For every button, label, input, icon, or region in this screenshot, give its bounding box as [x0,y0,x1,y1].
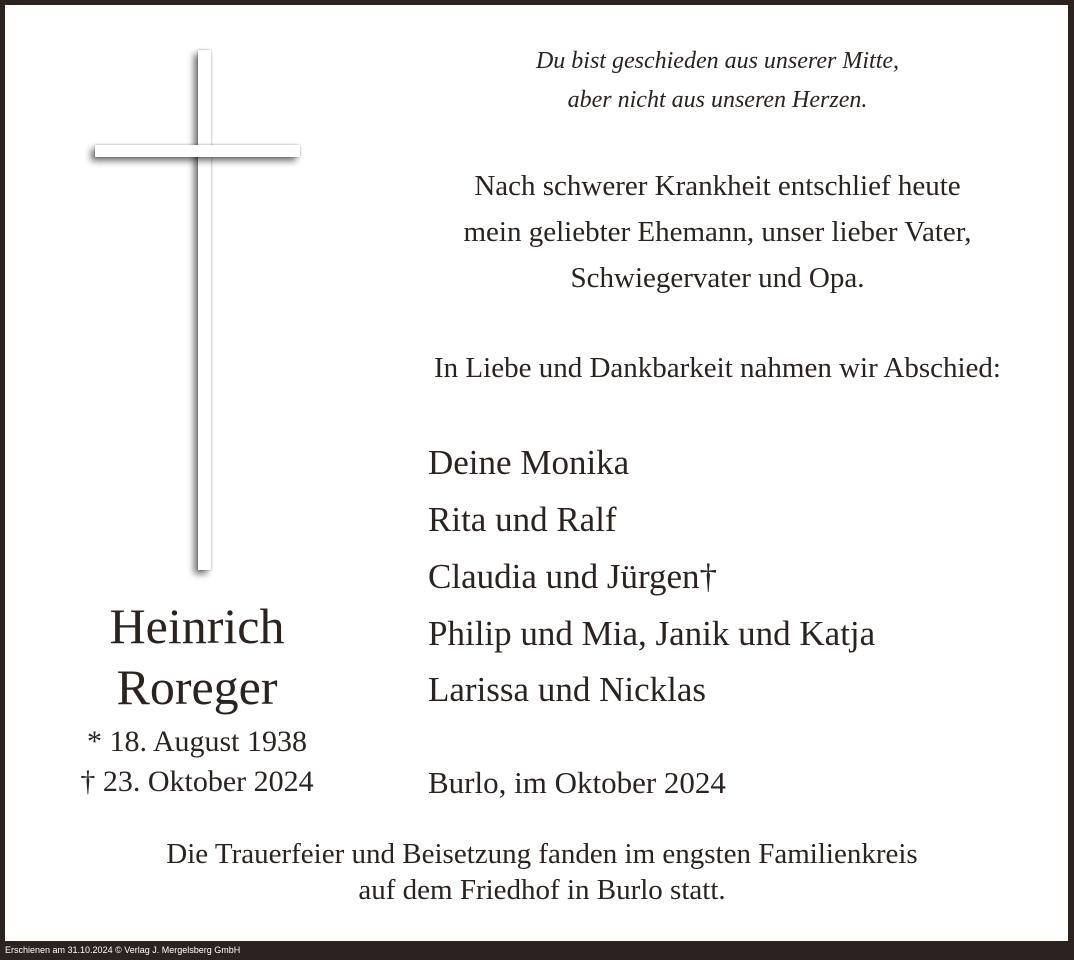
family-member: Philip und Mia, Janik und Katja [428,614,876,653]
announcement-line-3: Schwiegervater und Opa. [570,262,865,294]
deceased-first-name: Heinrich [109,598,285,654]
death-date: † 23. Oktober 2024 [80,765,314,798]
farewell-text: In Liebe und Dankbarkeit nahmen wir Abschied: [434,352,1001,384]
birth-date: * 18. August 1938 [86,725,308,758]
funeral-line-1: Die Trauerfeier und Beisetzung fanden im engsten Familienkreis [166,838,918,870]
family-member: Deine Monika [428,443,630,482]
cross-icon [95,50,305,575]
motto-line-2: aber nicht aus unseren Herzen. [567,87,868,113]
family-member: Larissa und Nicklas [428,670,706,709]
announcement-line-1: Nach schwerer Krankheit entschlief heute [474,170,961,202]
family-member: Claudia und Jürgen† [428,557,718,596]
funeral-line-2: auf dem Friedhof in Burlo statt. [358,874,726,906]
family-member: Rita und Ralf [428,500,617,539]
publication-footer: Erschienen am 31.10.2024 © Verlag J. Mergelsberg GmbH [5,945,241,955]
place-date: Burlo, im Oktober 2024 [428,765,726,800]
deceased-last-name: Roreger [116,659,278,715]
announcement-line-2: mein geliebter Ehemann, unser lieber Vater, [463,216,972,248]
motto-line-1: Du bist geschieden aus unserer Mitte, [535,48,900,74]
obituary-card [5,5,1068,941]
